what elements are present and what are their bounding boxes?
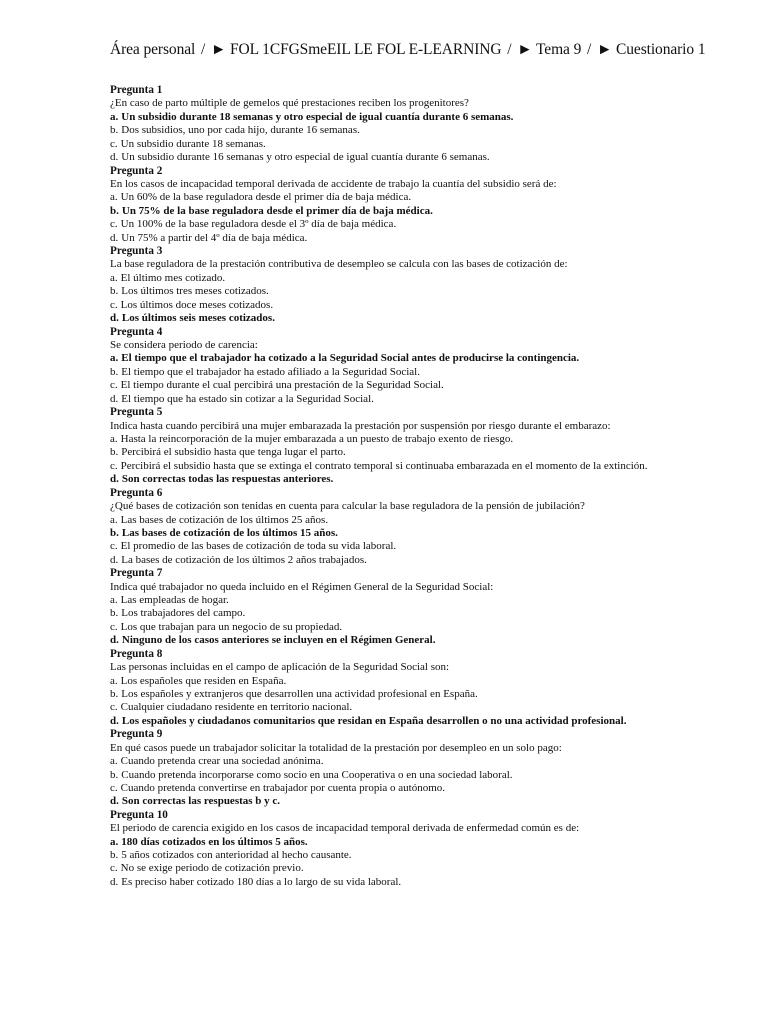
- question-block: [110, 648, 670, 729]
- option-text: Los trabajadores del campo.: [121, 607, 246, 620]
- question-text: El periodo de carencia exigido en los casos de incapacidad temporal derivada de enfermedad común es de:: [110, 822, 580, 835]
- option-text: Los que trabajan para un negocio de su propiedad.: [120, 620, 343, 633]
- option-text: Un 75% de la base reguladora desde el primer día de baja médica.: [121, 204, 433, 217]
- answer-option: [110, 285, 670, 298]
- question-block: [110, 567, 670, 648]
- question-text: En los casos de incapacidad temporal derivada de accidente de trabajo la cuantía del subsidio será de:: [110, 177, 557, 190]
- question-title: Pregunta 3: [110, 245, 163, 258]
- answer-option: [110, 876, 670, 889]
- answer-option-correct: [110, 205, 670, 218]
- question-block: [110, 406, 670, 487]
- question-block: [110, 809, 670, 890]
- question-title: Pregunta 7: [110, 567, 163, 580]
- option-text: Ninguno de los casos anteriores se incluyen en el Régimen General.: [121, 634, 436, 647]
- answer-option: [110, 366, 670, 379]
- option-letter: c.: [110, 862, 118, 875]
- option-text: Los últimos seis meses cotizados.: [121, 312, 275, 325]
- answer-option-correct: [110, 634, 670, 647]
- breadcrumb-separator: /: [587, 41, 592, 58]
- answer-option: [110, 138, 670, 151]
- option-letter: c.: [110, 379, 118, 392]
- answer-option: [110, 191, 670, 204]
- option-text: Las bases de cotización de los últimos 15 años.: [121, 526, 338, 539]
- option-letter: b.: [110, 526, 119, 539]
- option-text: 180 días cotizados en los últimos 5 años.: [121, 835, 308, 848]
- option-text: Percibirá el subsidio hasta que se extinga el contrato temporal si continuaba embarazada en el momento de la extinción.: [120, 459, 648, 472]
- answer-option: [110, 607, 670, 620]
- option-letter: d.: [110, 634, 119, 647]
- question-block: [110, 245, 670, 326]
- option-letter: c.: [110, 137, 118, 150]
- option-text: El promedio de las bases de cotización de toda su vida laboral.: [120, 540, 397, 553]
- option-letter: a.: [110, 674, 118, 687]
- option-text: El tiempo que el trabajador ha cotizado a la Seguridad Social antes de producirse la contingencia.: [121, 352, 580, 365]
- option-letter: b.: [110, 607, 119, 620]
- option-letter: d.: [110, 553, 119, 566]
- option-text: 5 años cotizados con anterioridad al hecho causante.: [121, 849, 352, 862]
- option-text: Un 100% de la base reguladora desde el 3º día de baja médica.: [120, 218, 397, 231]
- option-text: Las empleadas de hogar.: [120, 594, 229, 607]
- answer-option: [110, 299, 670, 312]
- option-text: Un subsidio durante 16 semanas y otro especial de igual cuantía durante 6 semanas.: [121, 151, 490, 164]
- answer-option: [110, 232, 670, 245]
- answer-option-correct: [110, 111, 670, 124]
- option-text: La bases de cotización de los últimos 2 años trabajados.: [121, 553, 367, 566]
- answer-option: [110, 621, 670, 634]
- answer-option-correct: [110, 836, 670, 849]
- question-title: Pregunta 4: [110, 325, 163, 338]
- question-title: Pregunta 8: [110, 647, 163, 660]
- answer-option: [110, 514, 670, 527]
- option-letter: a.: [110, 835, 119, 848]
- option-letter: c.: [110, 218, 118, 231]
- breadcrumb-item-area-personal[interactable]: Área personal: [110, 41, 196, 58]
- breadcrumb-item-quiz[interactable]: ► Cuestionario 1: [597, 41, 706, 58]
- answer-option: [110, 218, 670, 231]
- option-text: Son correctas todas las respuestas anteriores.: [121, 473, 334, 486]
- option-letter: a.: [110, 513, 118, 526]
- answer-option: [110, 460, 670, 473]
- breadcrumb-item-course[interactable]: ► FOL 1CFGSmeEIL LE FOL E-LEARNING: [210, 41, 502, 58]
- option-letter: d.: [110, 795, 119, 808]
- option-text: El tiempo que ha estado sin cotizar a la Seguridad Social.: [121, 392, 374, 405]
- option-text: No se exige periodo de cotización previo.: [120, 862, 304, 875]
- option-text: El último mes cotizado.: [120, 271, 226, 284]
- answer-option-correct: [110, 473, 670, 486]
- answer-option-correct: [110, 795, 670, 808]
- option-letter: d.: [110, 151, 119, 164]
- option-text: Cuando pretenda convertirse en trabajador por cuenta propia o autónomo.: [120, 781, 446, 794]
- breadcrumb-item-topic[interactable]: ► Tema 9: [517, 41, 582, 58]
- answer-option: [110, 540, 670, 553]
- question-block: [110, 165, 670, 246]
- option-text: El tiempo que el trabajador ha estado afiliado a la Seguridad Social.: [121, 365, 420, 378]
- option-text: Los últimos doce meses cotizados.: [120, 298, 274, 311]
- question-title: Pregunta 2: [110, 164, 163, 177]
- option-letter: b.: [110, 768, 119, 781]
- question-text: Las personas incluidas en el campo de aplicación de la Seguridad Social son:: [110, 661, 450, 674]
- option-text: Los españoles y extranjeros que desarrollen una actividad profesional en España.: [121, 687, 478, 700]
- question-block: [110, 84, 670, 165]
- option-letter: d.: [110, 714, 119, 727]
- question-text: Indica hasta cuando percibirá una mujer embarazada la prestación por suspensión por riesgo durante el embarazo:: [110, 419, 611, 432]
- question-title: Pregunta 10: [110, 808, 168, 821]
- option-text: Un 60% de la base reguladora desde el primer día de baja médica.: [120, 191, 412, 204]
- option-letter: d.: [110, 875, 119, 888]
- answer-option-correct: [110, 527, 670, 540]
- option-text: Los últimos tres meses cotizados.: [121, 285, 269, 298]
- question-list: [110, 84, 670, 889]
- option-letter: a.: [110, 110, 119, 123]
- option-letter: a.: [110, 594, 118, 607]
- answer-option: [110, 862, 670, 875]
- breadcrumb-separator: /: [200, 41, 206, 58]
- question-text: ¿En caso de parto múltiple de gemelos qué prestaciones reciben los progenitores?: [110, 97, 469, 110]
- answer-option: [110, 151, 670, 164]
- answer-option-correct: [110, 715, 670, 728]
- question-title: Pregunta 9: [110, 728, 163, 741]
- option-letter: a.: [110, 191, 118, 204]
- option-letter: d.: [110, 231, 119, 244]
- answer-option: [110, 272, 670, 285]
- option-letter: a.: [110, 755, 118, 768]
- option-text: Los españoles que residen en España.: [120, 674, 287, 687]
- answer-option: [110, 701, 670, 714]
- question-text: La base reguladora de la prestación contributiva de desempleo se calcula con las bases de cotización de:: [110, 258, 568, 271]
- question-block: [110, 326, 670, 407]
- option-text: Hasta la reincorporación de la mujer embarazada a un puesto de trabajo exento de riesgo.: [120, 432, 514, 445]
- option-letter: d.: [110, 473, 119, 486]
- breadcrumb-separator: /: [507, 41, 512, 58]
- option-letter: c.: [110, 781, 118, 794]
- question-title: Pregunta 6: [110, 486, 163, 499]
- option-text: Un subsidio durante 18 semanas.: [120, 137, 266, 150]
- option-text: Es preciso haber cotizado 180 días a lo largo de su vida laboral.: [121, 875, 402, 888]
- option-text: Cualquier ciudadano residente en territorio nacional.: [120, 701, 353, 714]
- question-text: En qué casos puede un trabajador solicitar la totalidad de la prestación por desempleo en un solo pago:: [110, 741, 562, 754]
- option-text: Cuando pretenda incorporarse como socio en una Cooperativa o en una sociedad laboral.: [121, 768, 513, 781]
- option-letter: b.: [110, 204, 119, 217]
- option-letter: c.: [110, 298, 118, 311]
- question-block: [110, 728, 670, 809]
- question-text: Indica qué trabajador no queda incluido en el Régimen General de la Seguridad Social:: [110, 580, 494, 593]
- answer-option-correct: [110, 352, 670, 365]
- option-text: El tiempo durante el cual percibirá una prestación de la Seguridad Social.: [120, 379, 444, 392]
- option-text: Percibirá el subsidio hasta que tenga lugar el parto.: [121, 446, 346, 459]
- answer-option: [110, 849, 670, 862]
- breadcrumb: [110, 41, 705, 59]
- question-title: Pregunta 5: [110, 406, 163, 419]
- option-letter: a.: [110, 352, 119, 365]
- question-block: [110, 487, 670, 568]
- option-letter: d.: [110, 312, 119, 325]
- answer-option: [110, 379, 670, 392]
- option-letter: d.: [110, 392, 119, 405]
- option-letter: a.: [110, 432, 118, 445]
- option-letter: b.: [110, 687, 119, 700]
- option-letter: c.: [110, 701, 118, 714]
- option-letter: c.: [110, 620, 118, 633]
- answer-option: [110, 446, 670, 459]
- option-letter: c.: [110, 459, 118, 472]
- question-text: Se considera periodo de carencia:: [110, 339, 258, 352]
- answer-option-correct: [110, 312, 670, 325]
- option-letter: c.: [110, 540, 118, 553]
- answer-option: [110, 124, 670, 137]
- option-letter: b.: [110, 365, 119, 378]
- option-text: Los españoles y ciudadanos comunitarios que residan en España desarrollen o no una actividad profesional.: [121, 714, 627, 727]
- option-letter: b.: [110, 285, 119, 298]
- question-text: ¿Qué bases de cotización son tenidas en cuenta para calcular la base reguladora de la pensión de jubilación?: [110, 500, 585, 513]
- answer-option: [110, 393, 670, 406]
- option-text: Son correctas las respuestas b y c.: [121, 795, 281, 808]
- answer-option: [110, 688, 670, 701]
- option-letter: a.: [110, 271, 118, 284]
- answer-option: [110, 782, 670, 795]
- option-text: Dos subsidios, uno por cada hijo, durante 16 semanas.: [121, 124, 360, 137]
- option-letter: b.: [110, 446, 119, 459]
- answer-option: [110, 755, 670, 768]
- question-title: Pregunta 1: [110, 84, 163, 96]
- option-text: Cuando pretenda crear una sociedad anónima.: [120, 755, 324, 768]
- option-text: Las bases de cotización de los últimos 25 años.: [120, 513, 329, 526]
- answer-option: [110, 769, 670, 782]
- answer-option: [110, 594, 670, 607]
- answer-option: [110, 554, 670, 567]
- option-text: Un 75% a partir del 4º día de baja médica.: [121, 231, 308, 244]
- option-letter: b.: [110, 124, 119, 137]
- option-letter: b.: [110, 849, 119, 862]
- answer-option: [110, 433, 670, 446]
- option-text: Un subsidio durante 18 semanas y otro especial de igual cuantía durante 6 semanas.: [121, 110, 514, 123]
- answer-option: [110, 675, 670, 688]
